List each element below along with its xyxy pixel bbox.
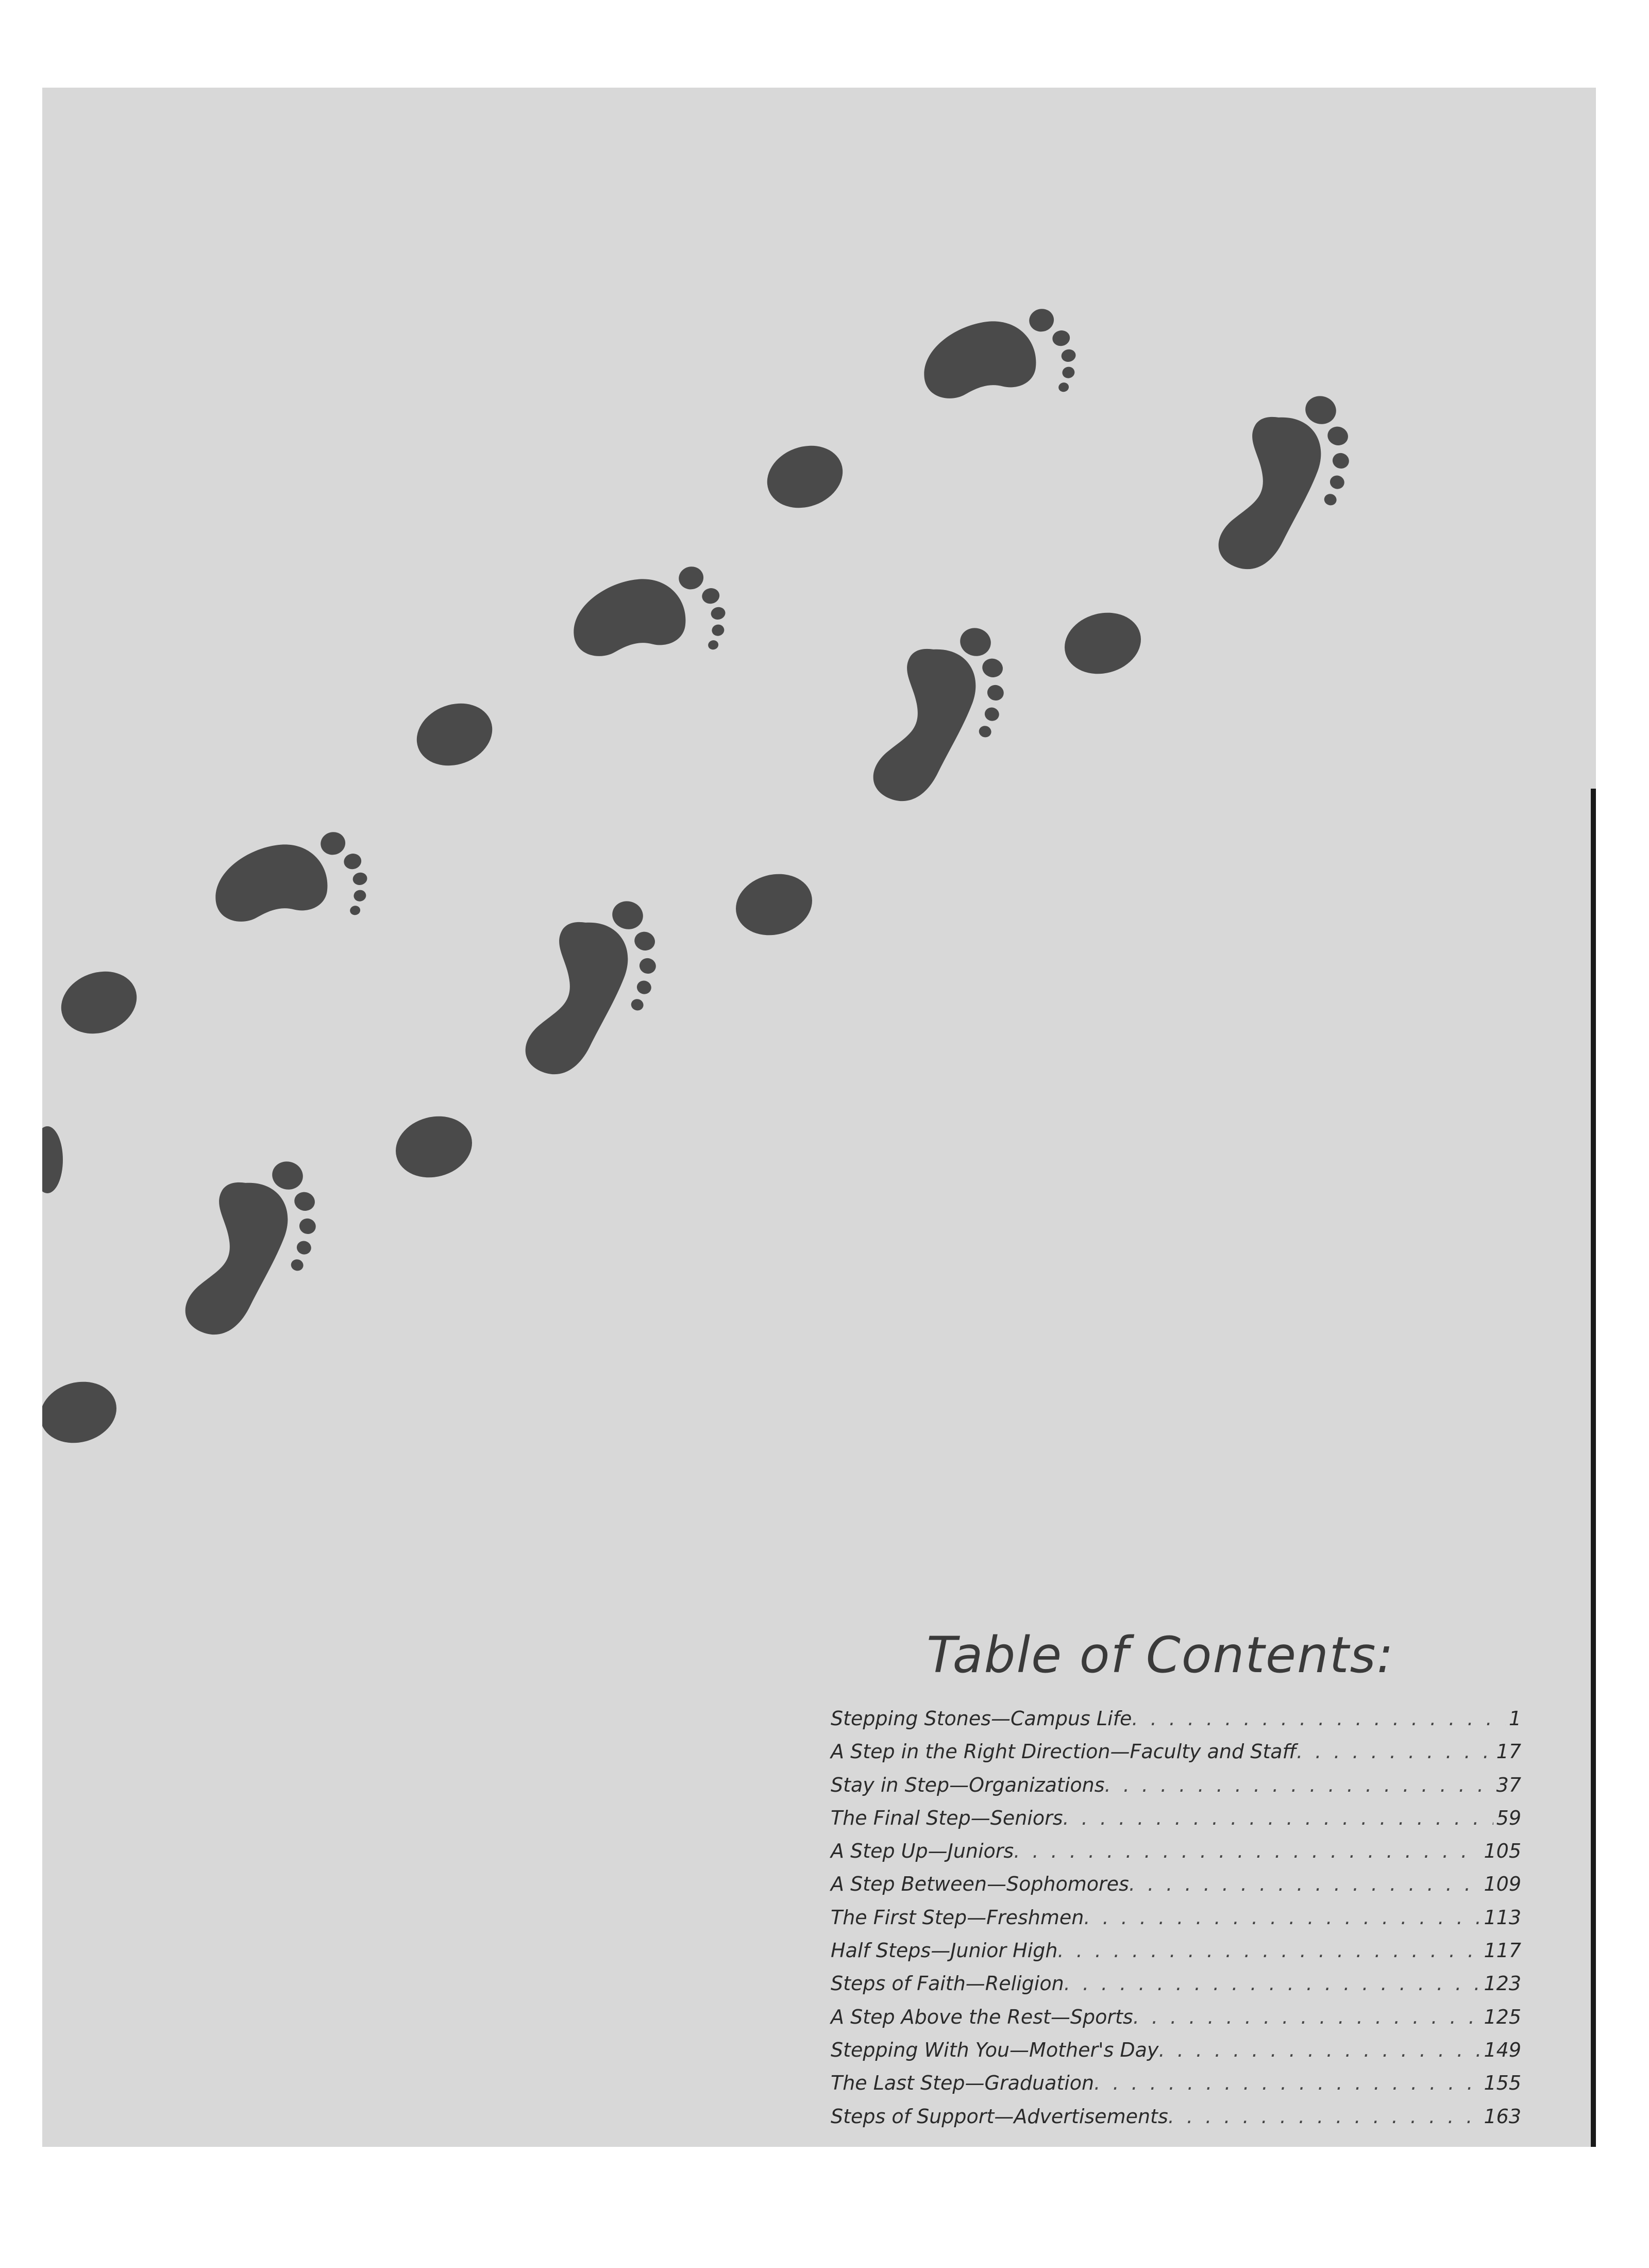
toc-leader-dots xyxy=(1064,1972,1481,1995)
toc-entry-page: 59 xyxy=(1496,1806,1521,1829)
toc-entry xyxy=(831,1840,1521,1873)
toc-entry-label: Half Steps—Junior High xyxy=(831,1939,1058,1962)
footprint-heel xyxy=(759,436,852,518)
footprint-heel xyxy=(53,961,146,1044)
toc-entry-page: 125 xyxy=(1484,2005,1521,2028)
toc-entry xyxy=(831,1774,1521,1807)
toc-entry-label: A Step Between—Sophomores xyxy=(831,1873,1129,1896)
toc-entry xyxy=(831,2072,1521,2105)
toc-list xyxy=(800,1707,1521,2138)
toc-entry-page: 105 xyxy=(1484,1840,1521,1863)
toc-leader-dots xyxy=(1158,2039,1480,2061)
toc-leader-dots xyxy=(1168,2105,1481,2128)
toc-leader-dots xyxy=(1084,1906,1480,1929)
toc-entry-label: The Final Step—Seniors xyxy=(831,1806,1063,1829)
footprint-heel xyxy=(42,1374,123,1452)
toc-entry-page: 109 xyxy=(1484,1873,1521,1896)
toc-entry xyxy=(831,2006,1521,2039)
toc-entry-page: 113 xyxy=(1484,1906,1521,1929)
toc-leader-dots xyxy=(1132,1707,1505,1730)
footprint xyxy=(180,1145,331,1354)
toc-entry-label: A Step Up—Juniors xyxy=(831,1840,1014,1863)
toc-leader-dots xyxy=(1014,1840,1480,1862)
footprint-heel xyxy=(389,1108,479,1186)
footprint xyxy=(915,304,1083,420)
footprint-heel xyxy=(729,866,819,944)
toc-entry-page: 123 xyxy=(1484,1972,1521,1995)
footprint-partial xyxy=(42,1126,63,1193)
footprint xyxy=(1214,380,1365,589)
toc-entry xyxy=(831,1873,1521,1906)
toc-leader-dots xyxy=(1057,1939,1480,1962)
toc-entry-label: Stepping Stones—Campus Life xyxy=(831,1707,1132,1730)
toc-leader-dots xyxy=(1129,1873,1481,1895)
toc-entry xyxy=(831,2039,1521,2072)
toc-leader-dots xyxy=(1133,2006,1481,2028)
toc-entry xyxy=(831,1807,1521,1840)
toc-leader-dots xyxy=(1297,1740,1493,1763)
toc-leader-dots xyxy=(1094,2072,1480,2094)
toc-entry xyxy=(831,1740,1521,1773)
toc-entry-page: 163 xyxy=(1484,2105,1521,2128)
yearbook-page xyxy=(42,88,1596,2147)
footprint xyxy=(565,561,732,677)
toc-entry-label: Steps of Support—Advertisements xyxy=(831,2105,1168,2128)
toc-entry xyxy=(831,1939,1521,1972)
toc-entry-page: 37 xyxy=(1496,1773,1521,1796)
footprint xyxy=(868,612,1019,821)
toc-leader-dots xyxy=(1063,1807,1493,1829)
footprint-heel xyxy=(408,693,501,776)
toc-entry-label: A Step in the Right Direction—Faculty and Staff xyxy=(831,1740,1297,1763)
toc-entry xyxy=(831,1707,1521,1740)
toc-entry xyxy=(831,1906,1521,1939)
toc-entry xyxy=(831,1972,1521,2005)
toc-entry-label: Stepping With You—Mother's Day xyxy=(831,2038,1159,2061)
toc-entry-page: 17 xyxy=(1496,1740,1521,1763)
toc-entry-label: The Last Step—Graduation xyxy=(831,2072,1095,2095)
page-edge xyxy=(1591,789,1596,2147)
footprint xyxy=(520,885,671,1094)
toc-entry-page: 149 xyxy=(1484,2038,1521,2061)
toc-entry-label: A Step Above the Rest—Sports xyxy=(831,2005,1133,2028)
toc-entry-label: Stay in Step—Organizations xyxy=(831,1773,1105,1796)
toc-entry-label: Steps of Faith—Religion xyxy=(831,1972,1064,1995)
toc-title: Table of Contents: xyxy=(927,1626,1394,1684)
footprint xyxy=(207,827,374,943)
toc-entry-page: 1 xyxy=(1508,1707,1521,1730)
toc-entry xyxy=(831,2105,1521,2138)
toc-entry-label: The First Step—Freshmen xyxy=(831,1906,1084,1929)
toc-entry-page: 155 xyxy=(1484,2072,1521,2095)
toc-entry-page: 117 xyxy=(1484,1939,1521,1962)
footprint-heel xyxy=(1058,605,1148,682)
toc-leader-dots xyxy=(1105,1774,1493,1796)
table-of-contents xyxy=(800,1626,1521,2138)
